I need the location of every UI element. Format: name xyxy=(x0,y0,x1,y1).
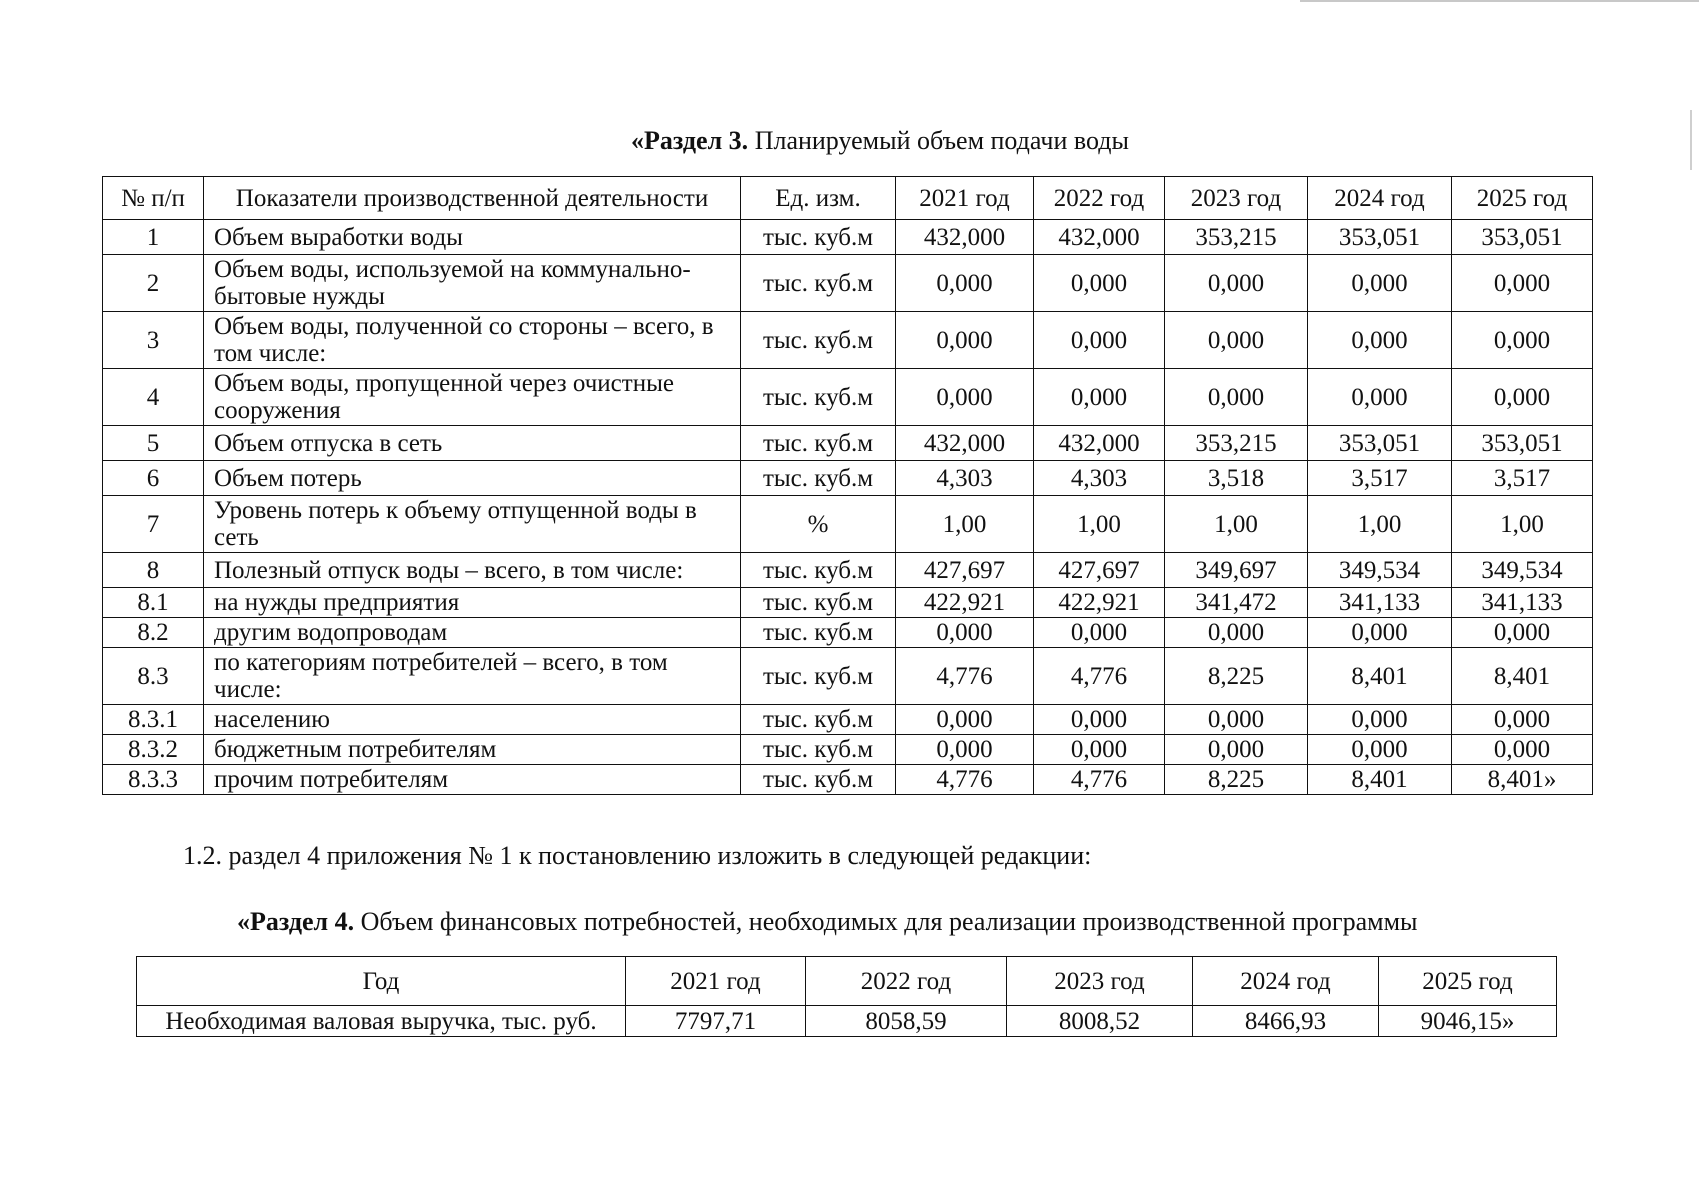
cell-value: 0,000 xyxy=(1034,255,1165,312)
cell-unit: тыс. куб.м xyxy=(741,705,896,735)
header-year: 2021 год xyxy=(626,957,806,1006)
cell-unit: тыс. куб.м xyxy=(741,735,896,765)
cell-value: 1,00 xyxy=(1308,496,1452,553)
header-year: 2022 год xyxy=(806,957,1007,1006)
table-row xyxy=(103,426,1593,461)
cell-value: 4,303 xyxy=(1034,461,1165,496)
cell-value: 1,00 xyxy=(1034,496,1165,553)
table-row xyxy=(103,765,1593,795)
cell-value: 0,000 xyxy=(896,705,1034,735)
cell-value: 349,534 xyxy=(1452,553,1593,588)
header-year: 2023 год xyxy=(1007,957,1193,1006)
cell-unit: % xyxy=(741,496,896,553)
cell-value: 0,000 xyxy=(1308,705,1452,735)
cell-num: 8.3.2 xyxy=(103,735,204,765)
cell-value: 0,000 xyxy=(1452,618,1593,648)
cell-value: 432,000 xyxy=(896,220,1034,255)
section4-header-row xyxy=(137,957,1557,1006)
cell-indicator: Объем воды, пропущенной через очистные сооружения xyxy=(204,369,741,426)
cell-unit: тыс. куб.м xyxy=(741,461,896,496)
cell-value: 353,051 xyxy=(1452,220,1593,255)
cell-value: 341,133 xyxy=(1308,588,1452,618)
cell-value: 0,000 xyxy=(896,735,1034,765)
table-row xyxy=(103,735,1593,765)
cell-value: 432,000 xyxy=(1034,426,1165,461)
paragraph-1-2: 1.2. раздел 4 приложения № 1 к постановлению изложить в следующей редакции: xyxy=(183,841,1092,870)
cell-num: 8.3.3 xyxy=(103,765,204,795)
cell-value: 0,000 xyxy=(896,618,1034,648)
cell-value: 0,000 xyxy=(1308,369,1452,426)
row-label: Необходимая валовая выручка, тыс. руб. xyxy=(137,1006,626,1037)
cell-num: 4 xyxy=(103,369,204,426)
section3-title xyxy=(0,125,1699,157)
header-year: 2025 год xyxy=(1379,957,1557,1006)
header-indicator: Показатели производственной деятельности xyxy=(204,177,741,220)
cell-value: 0,000 xyxy=(1452,255,1593,312)
cell-value: 341,472 xyxy=(1165,588,1308,618)
cell-value: 0,000 xyxy=(896,255,1034,312)
cell-value: 349,534 xyxy=(1308,553,1452,588)
cell-indicator: Полезный отпуск воды – всего, в том числе: xyxy=(204,553,741,588)
cell-value: 0,000 xyxy=(1034,369,1165,426)
cell-value: 0,000 xyxy=(1452,705,1593,735)
table-row xyxy=(103,496,1593,553)
cell-num: 6 xyxy=(103,461,204,496)
table-row xyxy=(103,618,1593,648)
cell-value: 0,000 xyxy=(1034,735,1165,765)
header-year: 2024 год xyxy=(1193,957,1379,1006)
cell-indicator: Уровень потерь к объему отпущенной воды в сеть xyxy=(204,496,741,553)
cell-num: 8 xyxy=(103,553,204,588)
cell-unit: тыс. куб.м xyxy=(741,220,896,255)
cell-value: 4,303 xyxy=(896,461,1034,496)
header-year-label: Год xyxy=(137,957,626,1006)
cell-value: 4,776 xyxy=(896,648,1034,705)
cell-value: 4,776 xyxy=(1034,648,1165,705)
section4-title xyxy=(237,906,1418,938)
cell-value: 3,518 xyxy=(1165,461,1308,496)
section3-title-rest: Планируемый объем подачи воды xyxy=(748,126,1129,155)
cell-unit: тыс. куб.м xyxy=(741,312,896,369)
cell-indicator: Объем отпуска в сеть xyxy=(204,426,741,461)
cell-value: 349,697 xyxy=(1165,553,1308,588)
cell-value: 422,921 xyxy=(896,588,1034,618)
cell-num: 8.3 xyxy=(103,648,204,705)
cell-indicator: Объем воды, полученной со стороны – всего, в том числе: xyxy=(204,312,741,369)
cell-indicator: на нужды предприятия xyxy=(204,588,741,618)
cell-value: 427,697 xyxy=(1034,553,1165,588)
cell-value: 427,697 xyxy=(896,553,1034,588)
cell-unit: тыс. куб.м xyxy=(741,618,896,648)
cell-value: 353,051 xyxy=(1452,426,1593,461)
cell-value: 0,000 xyxy=(1452,735,1593,765)
cell-num: 8.1 xyxy=(103,588,204,618)
cell-value: 0,000 xyxy=(1034,705,1165,735)
cell-value: 4,776 xyxy=(1034,765,1165,795)
cell-value: 3,517 xyxy=(1452,461,1593,496)
cell-value: 0,000 xyxy=(1165,618,1308,648)
cell-value: 0,000 xyxy=(1034,618,1165,648)
cell-value: 341,133 xyxy=(1452,588,1593,618)
cell-unit: тыс. куб.м xyxy=(741,426,896,461)
section3-table xyxy=(102,176,1593,795)
table-row xyxy=(137,1006,1557,1037)
cell-value: 8466,93 xyxy=(1193,1006,1379,1037)
section3-header-row xyxy=(103,177,1593,220)
table-row xyxy=(103,312,1593,369)
cell-value: 0,000 xyxy=(1034,312,1165,369)
cell-value: 1,00 xyxy=(896,496,1034,553)
cell-value: 9046,15» xyxy=(1379,1006,1557,1037)
cell-value: 422,921 xyxy=(1034,588,1165,618)
cell-value: 353,215 xyxy=(1165,220,1308,255)
cell-value: 0,000 xyxy=(1165,705,1308,735)
cell-indicator: прочим потребителям xyxy=(204,765,741,795)
cell-num: 5 xyxy=(103,426,204,461)
cell-value: 8,225 xyxy=(1165,765,1308,795)
cell-value: 0,000 xyxy=(896,369,1034,426)
cell-unit: тыс. куб.м xyxy=(741,255,896,312)
cell-indicator: Объем потерь xyxy=(204,461,741,496)
cell-value: 4,776 xyxy=(896,765,1034,795)
cell-value: 8,225 xyxy=(1165,648,1308,705)
cell-num: 7 xyxy=(103,496,204,553)
cell-value: 8,401» xyxy=(1452,765,1593,795)
table-row xyxy=(103,369,1593,426)
cell-unit: тыс. куб.м xyxy=(741,369,896,426)
scan-artifact-line xyxy=(1300,0,1699,2)
header-unit: Ед. изм. xyxy=(741,177,896,220)
cell-value: 7797,71 xyxy=(626,1006,806,1037)
cell-value: 353,215 xyxy=(1165,426,1308,461)
cell-unit: тыс. куб.м xyxy=(741,648,896,705)
table-row xyxy=(103,255,1593,312)
section3-title-bold: «Раздел 3. xyxy=(631,126,749,155)
cell-value: 0,000 xyxy=(1165,735,1308,765)
cell-num: 8.2 xyxy=(103,618,204,648)
header-num: № п/п xyxy=(103,177,204,220)
cell-value: 8,401 xyxy=(1452,648,1593,705)
cell-value: 432,000 xyxy=(1034,220,1165,255)
cell-value: 1,00 xyxy=(1165,496,1308,553)
section4-title-bold: «Раздел 4. xyxy=(237,907,355,936)
cell-value: 353,051 xyxy=(1308,426,1452,461)
cell-value: 0,000 xyxy=(1165,312,1308,369)
table-row xyxy=(103,705,1593,735)
section4-table xyxy=(136,956,1557,1037)
table-row xyxy=(103,588,1593,618)
cell-value: 0,000 xyxy=(1308,255,1452,312)
cell-num: 2 xyxy=(103,255,204,312)
cell-indicator: по категориям потребителей – всего, в том числе: xyxy=(204,648,741,705)
table-row xyxy=(103,648,1593,705)
cell-value: 0,000 xyxy=(1452,369,1593,426)
cell-value: 432,000 xyxy=(896,426,1034,461)
cell-value: 0,000 xyxy=(1308,735,1452,765)
cell-unit: тыс. куб.м xyxy=(741,765,896,795)
cell-value: 353,051 xyxy=(1308,220,1452,255)
cell-value: 8,401 xyxy=(1308,648,1452,705)
section4-title-rest: Объем финансовых потребностей, необходимых для реализации производственной программы xyxy=(354,907,1418,936)
header-year: 2024 год xyxy=(1308,177,1452,220)
cell-unit: тыс. куб.м xyxy=(741,553,896,588)
table-row xyxy=(103,461,1593,496)
cell-value: 3,517 xyxy=(1308,461,1452,496)
header-year: 2025 год xyxy=(1452,177,1593,220)
cell-indicator: бюджетным потребителям xyxy=(204,735,741,765)
table-row xyxy=(103,220,1593,255)
cell-value: 0,000 xyxy=(1165,255,1308,312)
cell-indicator: другим водопроводам xyxy=(204,618,741,648)
cell-value: 1,00 xyxy=(1452,496,1593,553)
cell-value: 0,000 xyxy=(1308,312,1452,369)
cell-value: 0,000 xyxy=(1165,369,1308,426)
cell-value: 0,000 xyxy=(1452,312,1593,369)
header-year: 2021 год xyxy=(896,177,1034,220)
header-year: 2022 год xyxy=(1034,177,1165,220)
cell-value: 8008,52 xyxy=(1007,1006,1193,1037)
cell-unit: тыс. куб.м xyxy=(741,588,896,618)
cell-num: 8.3.1 xyxy=(103,705,204,735)
cell-indicator: населению xyxy=(204,705,741,735)
cell-num: 1 xyxy=(103,220,204,255)
cell-num: 3 xyxy=(103,312,204,369)
cell-value: 0,000 xyxy=(896,312,1034,369)
cell-indicator: Объем выработки воды xyxy=(204,220,741,255)
cell-indicator: Объем воды, используемой на коммунально-бытовые нужды xyxy=(204,255,741,312)
cell-value: 0,000 xyxy=(1308,618,1452,648)
header-year: 2023 год xyxy=(1165,177,1308,220)
cell-value: 8,401 xyxy=(1308,765,1452,795)
table-row xyxy=(103,553,1593,588)
cell-value: 8058,59 xyxy=(806,1006,1007,1037)
